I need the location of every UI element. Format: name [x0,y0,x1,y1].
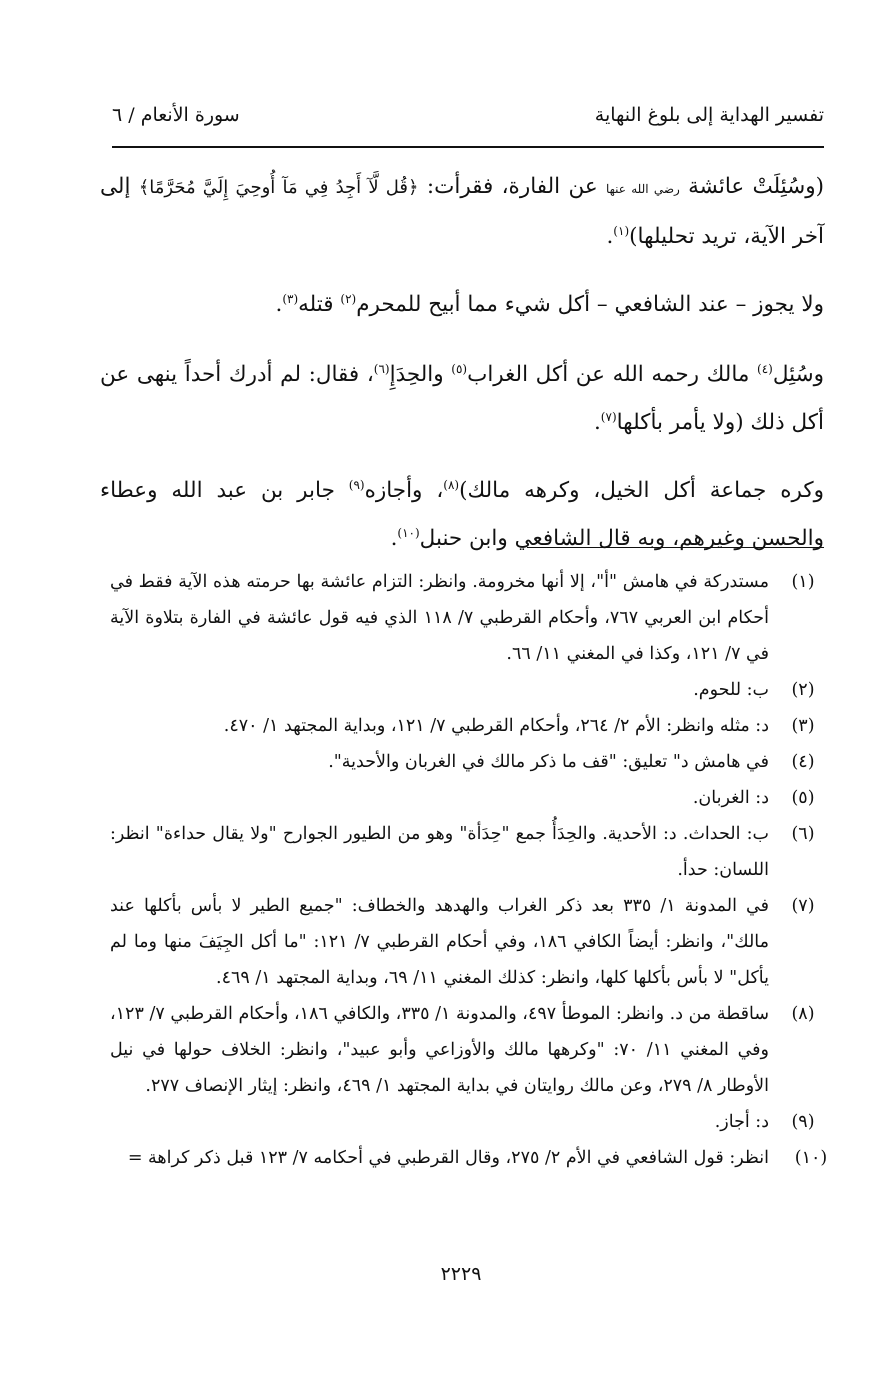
footnotes [110,564,828,1176]
main-text [100,163,824,583]
quran-quote: ﴿قُل لَّآ أَجِدُ فِي مَآ أُوحِيَ إِلَيَّ مُحَرَّمًا﴾ [138,177,419,198]
text-run: ، وأجازه [364,478,444,503]
book-title: تفسير الهداية إلى بلوغ النهاية [594,104,824,126]
running-header [112,104,824,138]
footnote-item [110,672,824,708]
footnote-ref[interactable]: (٥) [451,361,468,376]
text-run: . [390,526,398,551]
footnote-number: (٥) [791,788,815,808]
footnote-ref[interactable]: (٣) [282,291,299,306]
footnote-text: ساقطة من د. وانظر: الموطأ ٤٩٧، والمدونة ١/ ٣٣٥، والكافي ١٨٦، وأحكام القرطبي ٧/ ١٢٣، وفي المغني ١١/ ٧٠: "وكرهها مالك والأوزاعي وأبو عبيد"، وانظر: الخلاف حولها في نيل الأوطار ٨/ ٢٧٩، وعن مالك روايتان في بداية المجتهد ١/ ٤٦٩، وانظر: إيثار الإنصاف ٢٧٧. [110,1004,769,1096]
footnote-number: (٨) [791,1004,815,1024]
footnote-number: (٧) [791,896,815,916]
text-run: وكره جماعة أكل الخيل، وكرهه مالك) [459,478,824,503]
text-run: ، فقال: لم أدرك أحداً ينهى عن أكل ذلك (ولا يأمر بأكلها [100,362,824,435]
text-run: مالك رحمه الله عن أكل الغراب [467,362,758,387]
footnote-text: ب: للحوم. [693,680,769,700]
paragraph-horses [100,467,824,563]
text-run: عن الفارة، فقرأت: [418,174,606,199]
footnote-text: د: أجاز. [714,1112,769,1132]
footnote-ref[interactable]: (٤) [757,361,773,376]
footnote-item [110,1140,840,1176]
footnote-text: د: الغربان. [692,788,769,808]
text-run: . [593,410,601,435]
footnote-item [110,816,824,888]
footnote-ref[interactable]: (١) [613,223,630,238]
footnote-ref[interactable]: (١٠) [397,525,420,540]
paragraph-malik [100,351,824,447]
paragraph-shafii [100,281,824,329]
text-run: جابر بن عبد الله وعطاء والحسن وغيرهم، وبه قال الشافعي وابن حنبل [100,478,824,551]
text-run: . [275,292,283,317]
footnote-item [110,888,824,996]
surah-label: سورة الأنعام / ٦ [112,104,240,126]
footnote-item [110,564,824,672]
footnote-item [110,1104,824,1140]
footnote-item [110,744,824,780]
text-run: . [606,224,614,249]
text-run: إلى آخر الآية، تريد تحليلها) [100,174,824,249]
paragraph-aisha [100,163,824,261]
footnote-separator [527,547,824,548]
text-run: ولا يجوز – عند الشافعي – أكل شيء مما أبيح للمحرم [356,292,824,317]
footnote-ref[interactable]: (٧) [600,409,617,424]
page-number: ٢٢٢٩ [440,1263,482,1285]
footnote-item [110,708,824,744]
text-run: والحِدَإِ [389,362,452,387]
footnote-text: ب: الحداث. د: الأحدية. والحِدَأُ جمع "حِدَأة" وهو من الطيور الجوارح "ولا يقال حداءة" انظر: اللسان: حدأ. [110,824,769,880]
footnote-text: د: مثله وانظر: الأم ٢/ ٢٦٤، وأحكام القرطبي ٧/ ١٢١، وبداية المجتهد ١/ ٤٧٠. [223,716,769,736]
footnote-number: (٣) [791,716,815,736]
footnote-text: في المدونة ١/ ٣٣٥ بعد ذكر الغراب والهدهد والخطاف: "جميع الطير لا بأس بأكلها عند مالك"، وانظر: أيضاً الكافي ١٨٦، وفي أحكام القرطبي ٧/ ١٢١: "ما أكل الجِيَفَ منها وما لم يأكل" لا بأس بأكلها كلها، وانظر: كذلك المغني ١١/ ٦٩، وبداية المجتهد ١/ ٤٦٩. [110,896,769,988]
text-run: (وسُئِلَتْ عائشة [679,174,825,199]
footnote-ref[interactable]: (٦) [373,361,390,376]
footnote-ref[interactable]: (٨) [443,477,460,492]
footnote-text: انظر: قول الشافعي في الأم ٢/ ٢٧٥، وقال القرطبي في أحكامه ٧/ ١٢٣ قبل ذكر كراهة = [127,1148,769,1168]
footnote-text: في هامش د" تعليق: "قف ما ذكر مالك في الغربان والأحدية". [328,752,769,772]
footnote-ref[interactable]: (٢) [340,291,357,306]
text-run: قتله [298,292,341,317]
header-rule [112,146,824,148]
footnote-number: (٢) [791,680,815,700]
footnote-item [110,780,824,816]
footnote-number: (٤) [791,752,815,772]
footnote-item [110,996,824,1104]
footnote-number: (٦) [791,824,815,844]
footnote-number: (١٠) [794,1148,828,1168]
footnote-text: مستدركة في هامش "أ"، إلا أنها مخرومة. وانظر: التزام عائشة بها حرمته هذه الآية فقط في أحكام ابن العربي ٧٦٧، وأحكام القرطبي ٧/ ١١٨ الذي فيه قول عائشة في الفارة بتلاوة الآية في ٧/ ١٢١، وكذا في المغني ١١/ ٦٦. [110,572,769,664]
footnote-number: (١) [791,572,815,592]
footnote-ref[interactable]: (٩) [348,477,365,492]
text-run: وسُئِل [772,362,825,387]
honorific-glyph: رضي الله عنها [605,182,680,196]
footnote-number: (٩) [791,1112,815,1132]
